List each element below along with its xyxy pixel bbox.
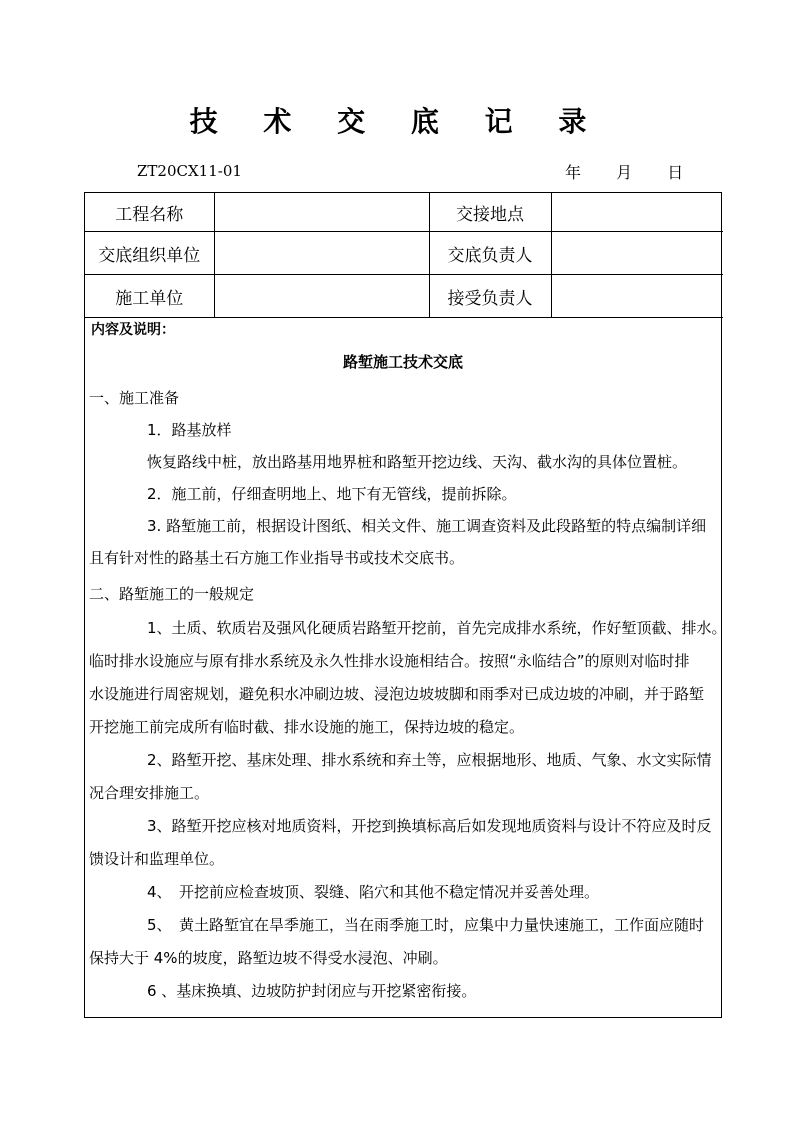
paragraph-line: 开挖施工前完成所有临时截、排水设施的施工，保持边坡的稳定。 (89, 718, 525, 736)
date-day-label: 日 (667, 163, 684, 182)
paragraph-line: 水设施进行周密规划，避免积水冲刷边坡、浸泡边坡坡脚和雨季对已成边坡的冲刷，并于路堑 (89, 685, 705, 703)
document-title: 技 术 交 底 记 录 (189, 105, 605, 138)
section-heading: 一、施工准备 (89, 389, 180, 407)
org-unit-label: 交底组织单位 (85, 232, 214, 275)
receiver-label: 接受负责人 (429, 275, 551, 318)
content-subtitle: 路堑施工技术交底 (342, 353, 463, 371)
paragraph-line: 2．施工前，仔细查明地上、地下有无管线，提前拆除。 (147, 485, 517, 503)
paragraph-line: 3. 路堑施工前，根据设计图纸、相关文件、施工调查资料及此段路堑的特点编制详细 (147, 517, 707, 535)
content-label: 内容及说明： (91, 322, 175, 338)
org-unit-field[interactable] (214, 232, 429, 275)
date-field (565, 160, 683, 183)
section-heading: 二、路堑施工的一般规定 (89, 585, 255, 603)
paragraph-line: 4、 开挖前应检查坡顶、裂缝、陷穴和其他不稳定情况并妥善处理。 (147, 883, 600, 901)
paragraph-line: 且有针对性的路基土石方施工作业指导书或技术交底书。 (89, 549, 465, 567)
responsible-label: 交底负责人 (429, 232, 551, 275)
record-form (84, 192, 727, 1018)
paragraph-line: 馈设计和监理单位。 (89, 850, 225, 868)
responsible-field[interactable] (551, 232, 723, 275)
paragraph-line: 5、 黄土路堑宜在旱季施工，当在雨季施工时，应集中力量快速施工，工作面应随时 (147, 916, 705, 934)
paragraph-line: 6 、基床换填、边坡防护封闭应与开挖紧密衔接。 (147, 982, 477, 1000)
paragraph-line: 3、路堑开挖应核对地质资料，开挖到换填标高后如发现地质资料与设计不符应及时反 (147, 817, 712, 835)
paragraph-line: 况合理安排施工。 (89, 784, 210, 802)
paragraph-line: 保持大于 4%的坡度，路堑边坡不得受水浸泡、冲刷。 (89, 949, 448, 967)
receiver-field[interactable] (551, 275, 723, 318)
paragraph-line: 临时排水设施应与原有排水系统及永久性排水设施相结合。按照“永临结合”的原则对临时排 (89, 652, 690, 670)
content-section (85, 317, 727, 1017)
document-number: ZT20CX11-01 (137, 162, 242, 180)
project-name-field[interactable] (214, 193, 429, 232)
paragraph-line: 1．路基放样 (147, 421, 232, 439)
paragraph-line: 2、路堑开挖、基床处理、排水系统和弃土等，应根据地形、地质、气象、水文实际情 (147, 751, 712, 769)
paragraph-line: 1、土质、软质岩及强风化硬质岩路堑开挖前，首先完成排水系统，作好堑顶截、排水。 (147, 619, 727, 637)
construction-unit-field[interactable] (214, 275, 429, 318)
handover-place-label: 交接地点 (429, 193, 551, 232)
date-month-label: 月 (616, 163, 633, 182)
handover-place-field[interactable] (551, 193, 723, 232)
project-name-label: 工程名称 (85, 193, 214, 232)
construction-unit-label: 施工单位 (85, 275, 214, 318)
info-table (85, 193, 723, 318)
date-year-label: 年 (565, 163, 582, 182)
paragraph-line: 恢复路线中桩，放出路基用地界桩和路堑开挖边线、天沟、截水沟的具体位置桩。 (147, 453, 688, 471)
